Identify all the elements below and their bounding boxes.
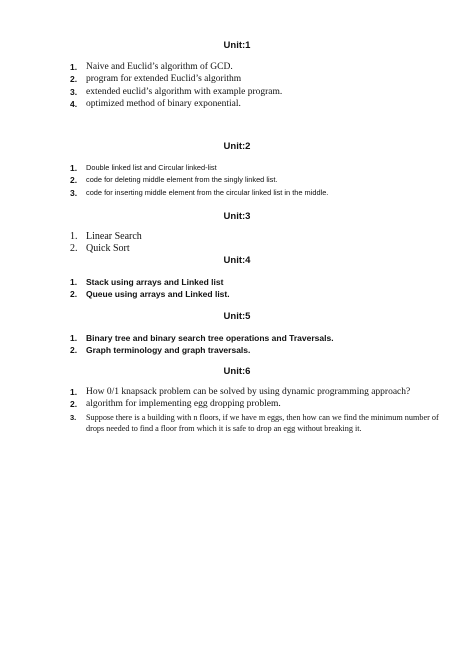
list-item: 3. extended euclid’s algorithm with example program. bbox=[70, 86, 283, 97]
list-item: 2. Graph terminology and graph traversals. bbox=[70, 345, 251, 356]
unit-1-title: Unit:1 bbox=[223, 40, 251, 51]
list-item: 2. program for extended Euclid’s algorithm bbox=[70, 74, 242, 85]
list-item: 1. How 0/1 knapsack problem can be solved by using dynamic programming approach? bbox=[70, 387, 411, 397]
unit-5-list bbox=[70, 332, 450, 357]
list-item: 1. Double linked list and Circular linked-list bbox=[70, 163, 217, 173]
unit-2-title: Unit:2 bbox=[223, 141, 251, 152]
unit-2-list bbox=[70, 162, 450, 199]
unit-3-title: Unit:3 bbox=[223, 211, 251, 222]
unit-4-list bbox=[70, 276, 450, 301]
unit-3-list bbox=[70, 231, 450, 256]
list-item: 4. optimized method of binary exponential. bbox=[70, 99, 241, 110]
unit-6-list bbox=[70, 386, 450, 435]
unit-6-title: Unit:6 bbox=[223, 366, 251, 377]
unit-1-list bbox=[70, 61, 450, 111]
list-item: 3. Suppose there is a building with n floors, if we have m eggs, then how can we find the minimum number of drops needed to find a floor from which it is safe to drop an egg without breaking it. bbox=[70, 412, 439, 434]
list-item: 1. Binary tree and binary search tree operations and Traversals. bbox=[70, 333, 334, 343]
list-item: 1. Linear Search bbox=[70, 231, 142, 242]
unit-4-title: Unit:4 bbox=[223, 255, 251, 266]
list-item: 2. Quick Sort bbox=[70, 243, 130, 255]
unit-5-title: Unit:5 bbox=[223, 311, 251, 322]
list-item: 3. code for inserting middle element from the circular linked list in the middle. bbox=[70, 187, 329, 198]
list-item: 2. code for deleting middle element from the singly linked list. bbox=[70, 175, 278, 186]
list-item: 2. algorithm for implementing egg dropping problem. bbox=[70, 399, 281, 410]
list-item: 2. Queue using arrays and Linked list. bbox=[70, 289, 230, 300]
list-item: 1. Naive and Euclid’s algorithm of GCD. bbox=[70, 62, 233, 72]
list-item: 1. Stack using arrays and Linked list bbox=[70, 277, 224, 287]
